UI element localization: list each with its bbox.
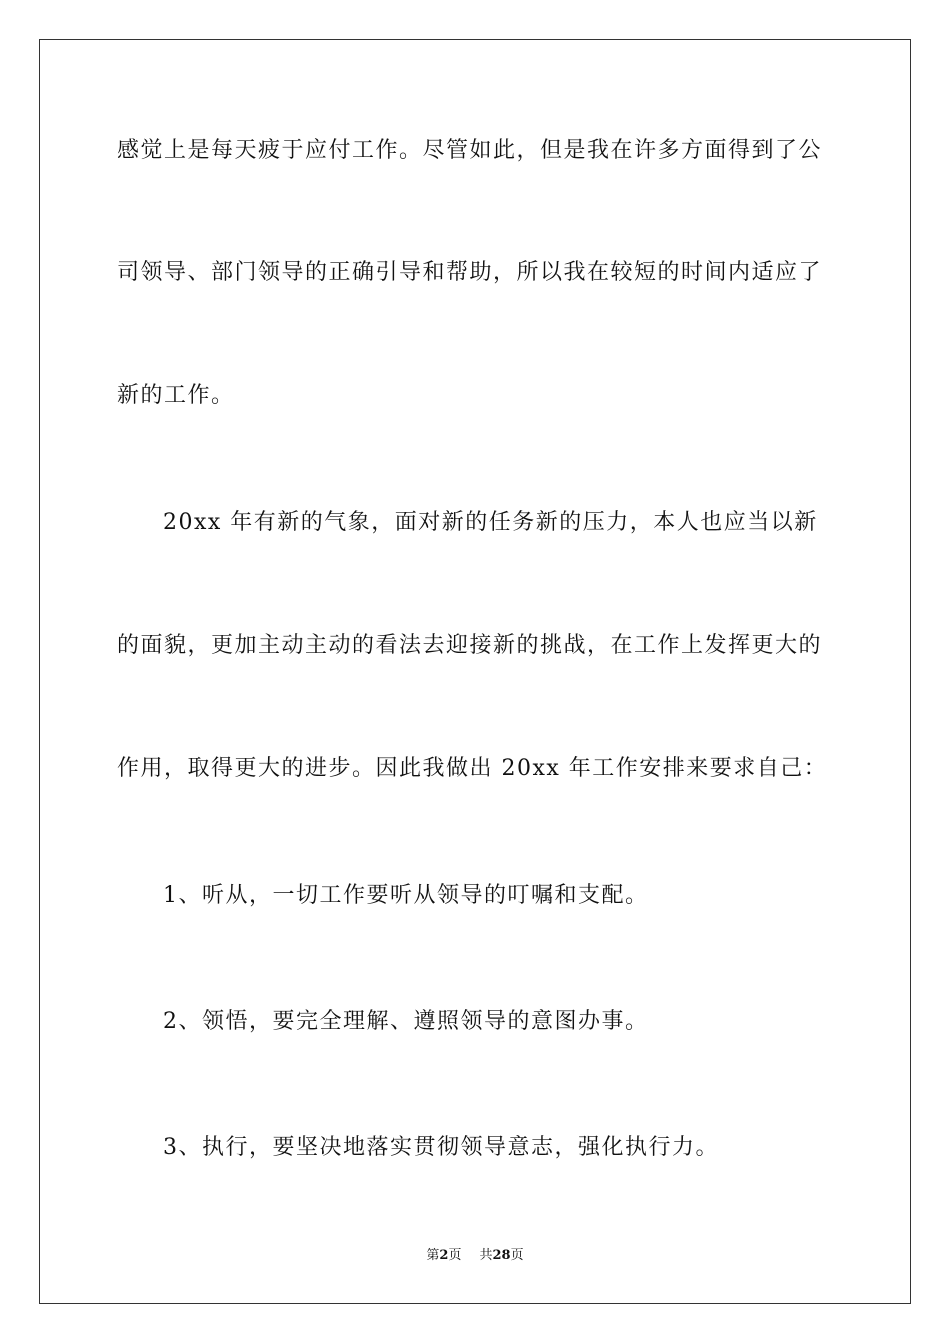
page-frame xyxy=(39,39,911,1304)
footer-total-suffix: 页 xyxy=(510,1248,524,1263)
paragraph-1-line-3: 新的工作。 xyxy=(117,383,235,408)
list-item-2: 2、领悟，要完全理解、遵照领导的意图办事。 xyxy=(163,1009,649,1034)
footer-total-prefix: 共 xyxy=(479,1248,493,1263)
paragraph-1-line-1: 感觉上是每天疲于应付工作。尽管如此，但是我在许多方面得到了公 xyxy=(117,138,823,163)
paragraph-2-line-3: 作用，取得更大的进步。因此我做出 20xx 年工作安排来要求自己： xyxy=(117,756,828,781)
list-item-3: 3、执行，要坚决地落实贯彻领导意志，强化执行力。 xyxy=(163,1135,719,1160)
paragraph-1-line-2: 司领导、部门领导的正确引导和帮助，所以我在较短的时间内适应了 xyxy=(117,260,823,285)
footer-page-prefix: 第 xyxy=(426,1248,440,1263)
page-footer xyxy=(0,1247,950,1265)
list-item-1: 1、听从，一切工作要听从领导的叮嘱和支配。 xyxy=(163,883,649,908)
footer-total-pages: 28 xyxy=(492,1248,511,1263)
paragraph-2-line-2: 的面貌，更加主动主动的看法去迎接新的挑战，在工作上发挥更大的 xyxy=(117,633,823,658)
footer-current-page: 2 xyxy=(439,1248,449,1263)
footer-page-suffix: 页 xyxy=(448,1248,462,1263)
paragraph-2-line-1: 20xx 年有新的气象，面对新的任务新的压力，本人也应当以新 xyxy=(163,510,818,535)
